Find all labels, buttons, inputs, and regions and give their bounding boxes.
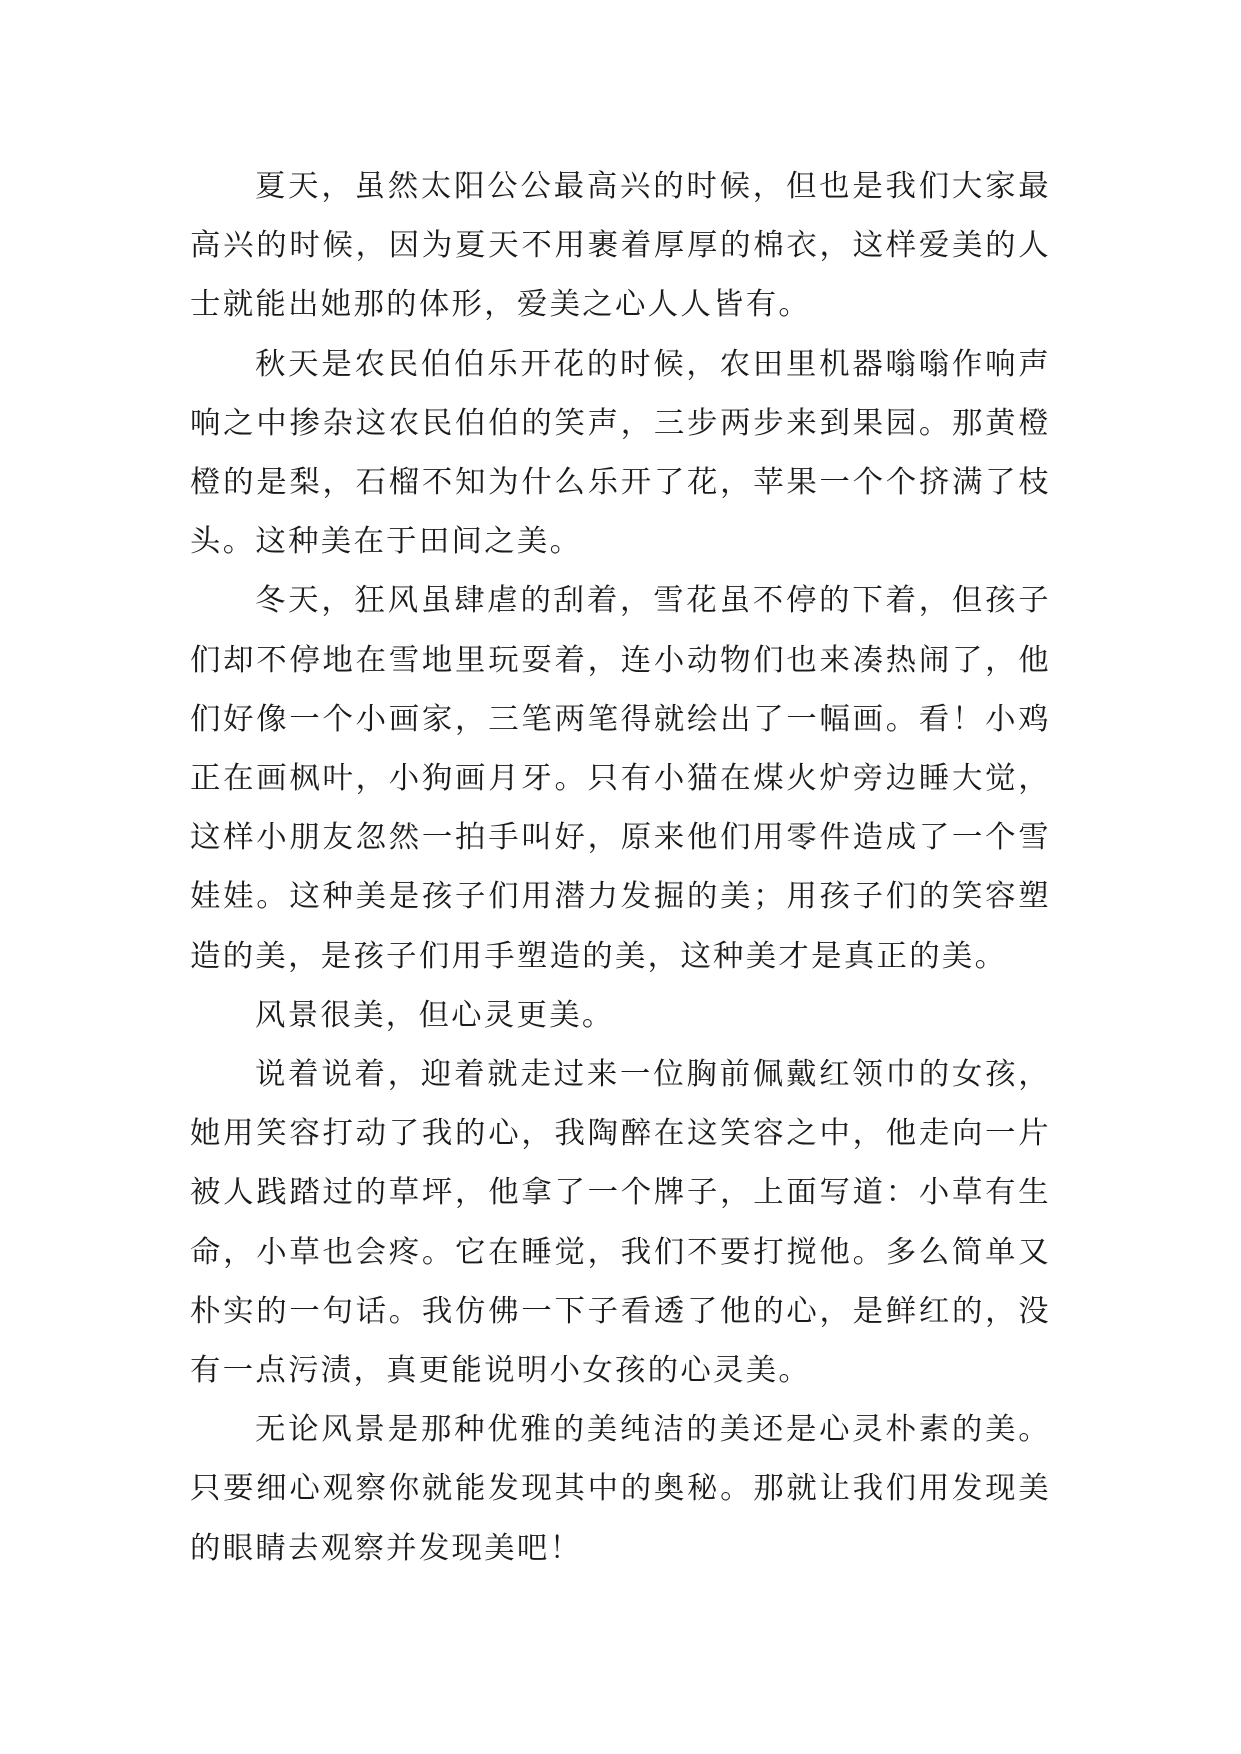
paragraph-girl-story: 说着说着，迎着就走过来一位胸前佩戴红领巾的女孩，她用笑容打动了我的心，我陶醉在这笑容之中，他走向一片被人践踏过的草坪，他拿了一个牌子，上面写道：小草有生命，小草也会疼。它在睡觉，我们不要打搅他。多么简单又朴实的一句话。我仿佛一下子看透了他的心，是鲜红的，没有一点污渍，真更能说明小女孩的心灵美。 xyxy=(190,1057,1051,1389)
document-body xyxy=(190,157,1051,1578)
paragraph-heart-beauty: 风景很美，但心灵更美。 xyxy=(255,997,615,1033)
paragraph-autumn: 秋天是农民伯伯乐开花的时候，农田里机器嗡嗡作响声响之中掺杂这农民伯伯的笑声，三步两步来到果园。那黄橙橙的是梨，石榴不知为什么乐开了花，苹果一个个挤满了枝头。这种美在于田间之美。 xyxy=(190,346,1051,560)
paragraph-winter: 冬天，狂风虽肆虐的刮着，雪花虽不停的下着，但孩子们却不停地在雪地里玩耍着，连小动物们也来凑热闹了，他们好像一个小画家，三笔两笔得就绘出了一幅画。看！小鸡正在画枫叶，小狗画月牙。只有小猫在煤火炉旁边睡大觉，这样小朋友忽然一拍手叫好，原来他们用零件造成了一个雪娃娃。这种美是孩子们用潜力发掘的美；用孩子们的笑容塑造的美，是孩子们用手塑造的美，这种美才是真正的美。 xyxy=(190,583,1051,974)
paragraph-summer: 夏天，虽然太阳公公最高兴的时候，但也是我们大家最高兴的时候，因为夏天不用裹着厚厚的棉衣，这样爱美的人士就能出她那的体形，爱美之心人人皆有。 xyxy=(190,169,1051,323)
paragraph-conclusion: 无论风景是那种优雅的美纯洁的美还是心灵朴素的美。只要细心观察你就能发现其中的奥秘。那就让我们用发现美的眼睛去观察并发现美吧！ xyxy=(190,1412,1051,1566)
